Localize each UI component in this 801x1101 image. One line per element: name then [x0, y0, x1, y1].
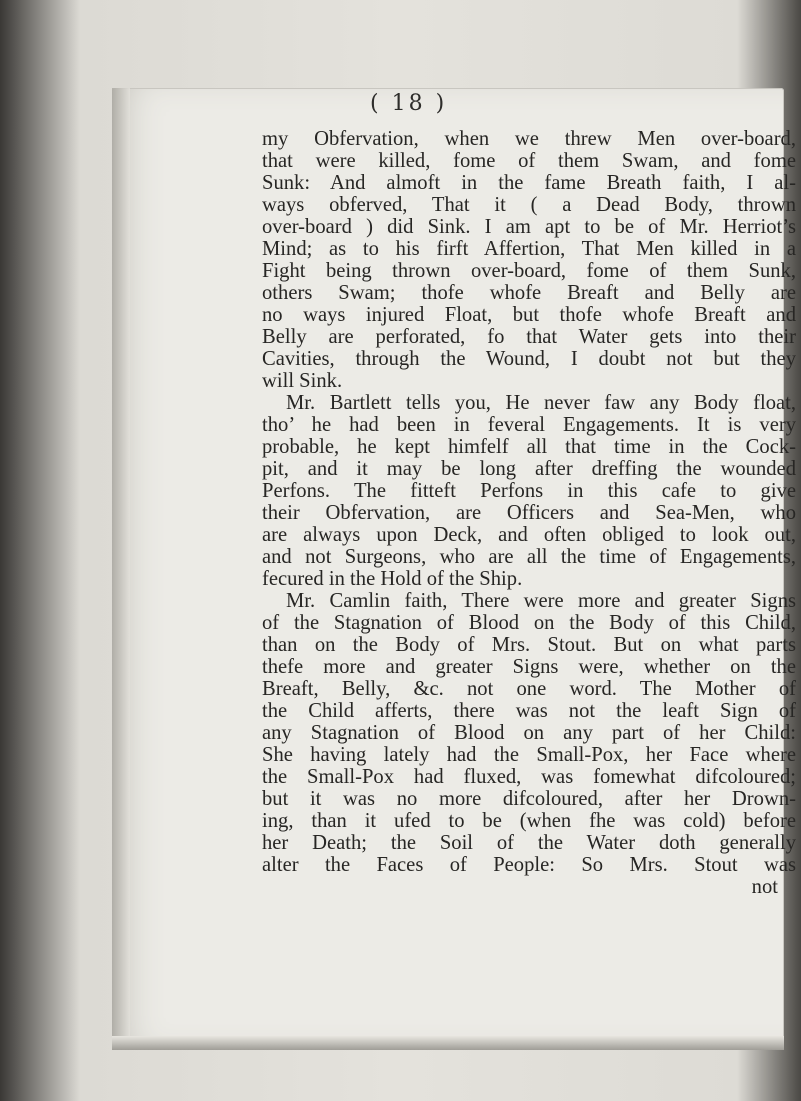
text-line: Perfons. The fitteft Perfons in this cafe to give [262, 480, 796, 502]
text-line: ing, than it ufed to be (when fhe was cold) before [262, 810, 796, 832]
text-line: the Child afferts, there was not the leaft Sign of [262, 700, 796, 722]
text-line: Mr. Camlin faith, There were more and greater Signs [286, 590, 796, 612]
text-line: of the Stagnation of Blood on the Body of this Child, [262, 612, 796, 634]
text-line: any Stagnation of Blood on any part of her Child: [262, 722, 796, 744]
text-line: fecured in the Hold of the Ship. [262, 568, 523, 590]
text-line: tho’ he had been in feveral Engagements. It is very [262, 414, 796, 436]
text-line: my Obfervation, when we threw Men over-board, [262, 128, 796, 150]
text-line: Mr. Bartlett tells you, He never faw any Body float, [286, 392, 796, 414]
body-text [262, 128, 796, 898]
page-number: ( 18 ) [370, 91, 448, 116]
text-line: will Sink. [262, 370, 343, 392]
text-line: thefe more and greater Signs were, whether on the [262, 656, 796, 678]
text-line: that were killed, fome of them Swam, and fome [262, 150, 796, 172]
text-line: over-board ) did Sink. I am apt to be of Mr. Herriot’s [262, 216, 796, 238]
text-line: their Obfervation, are Officers and Sea-Men, who [262, 502, 796, 524]
text-line: Breaft, Belly, &c. not one word. The Mother of [262, 678, 796, 700]
text-line: no ways injured Float, but thofe whofe Breaft and [262, 304, 796, 326]
page-bottom-edge [112, 1036, 784, 1050]
text-line: She having lately had the Small-Pox, her Face where [262, 744, 796, 766]
text-line: probable, he kept himfelf all that time in the Cock- [262, 436, 796, 458]
text-line: and not Surgeons, who are all the time of Engagements, [262, 546, 796, 568]
text-line: but it was no more difcoloured, after her Drown- [262, 788, 796, 810]
page-gutter-shadow [112, 88, 130, 1046]
text-line: others Swam; thofe whofe Breaft and Belly are [262, 282, 796, 304]
text-line: her Death; the Soil of the Water doth generally [262, 832, 796, 854]
text-line: Belly are perforated, fo that Water gets into their [262, 326, 796, 348]
text-line: Sunk: And almoft in the fame Breath faith, I al- [262, 172, 796, 194]
catchword: not [751, 876, 778, 898]
text-line: Mind; as to his firft Affertion, That Men killed in a [262, 238, 796, 260]
text-line: are always upon Deck, and often obliged to look out, [262, 524, 796, 546]
text-line: alter the Faces of People: So Mrs. Stout was [262, 854, 796, 876]
text-line: Cavities, through the Wound, I doubt not but they [262, 348, 796, 370]
text-line: ways obferved, That it ( a Dead Body, thrown [262, 194, 796, 216]
text-line: pit, and it may be long after dreffing the wounded [262, 458, 796, 480]
text-line: the Small-Pox had fluxed, was fomewhat difcoloured; [262, 766, 796, 788]
text-line: than on the Body of Mrs. Stout. But on what parts [262, 634, 796, 656]
text-line: Fight being thrown over-board, fome of them Sunk, [262, 260, 796, 282]
